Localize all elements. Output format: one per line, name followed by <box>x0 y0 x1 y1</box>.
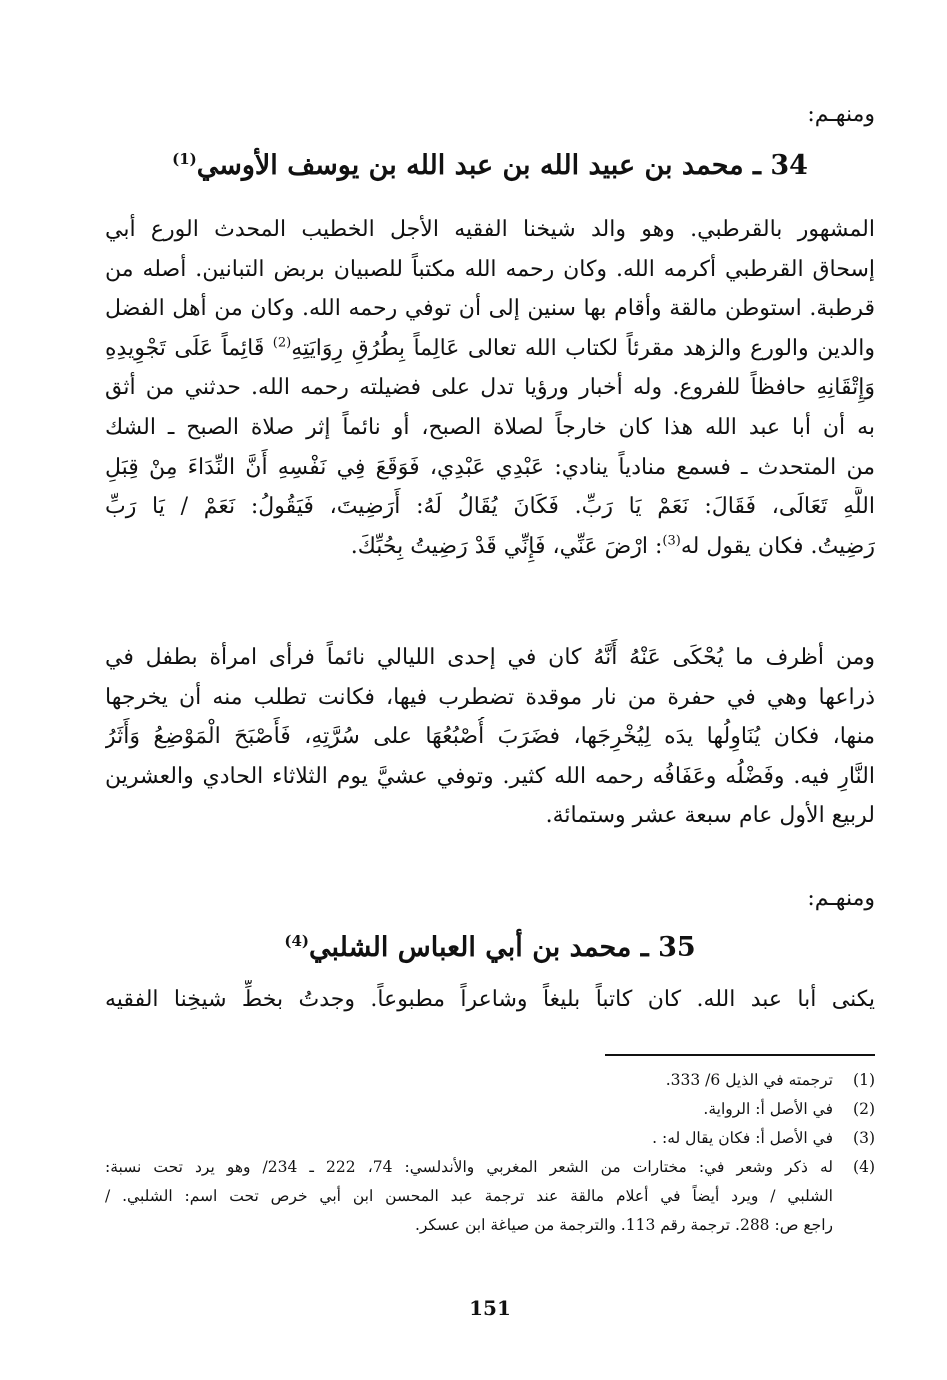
footnote-separator <box>605 1054 875 1056</box>
footnote-text <box>105 1066 833 1095</box>
footnote-text <box>105 1095 833 1124</box>
text-run: والدين والورع والزهد مقرئاً لكتاب الله تعالى عَالِماً بِطُرُقِ رِوَايَتِهِ <box>291 335 875 361</box>
entry-heading <box>105 146 875 186</box>
footnote-reference: (2) <box>272 335 292 351</box>
body-paragraph <box>105 638 875 836</box>
section-intro: ومنهـم: <box>807 102 875 127</box>
footnote-number: (1) <box>853 1071 875 1089</box>
footnote-number: (3) <box>853 1129 875 1147</box>
footnote-reference: (1) <box>172 150 197 168</box>
text-run: رَضِيتُ. فكان يقول له <box>680 533 875 559</box>
text-line: في الأصل أ: الرواية. <box>703 1100 833 1118</box>
text-line: ترجمته في الذيل 6/ 333. <box>665 1071 833 1089</box>
text-line: ومن أظرف ما يُحْكَى عَنْهُ أَنَّهُ كان في إحدى الليالي نائماً فرأى امرأة بطفل في <box>105 645 875 670</box>
text-line: الشلبي / ويرد أيضاً في أعلام مالقة عند ترجمة عبد المحسن ابن أبي خرص تحت اسم: الشلبي. / <box>105 1187 833 1205</box>
text-line: به أن أبا عبد الله هذا كان خارجاً لصلاة الصبح، أو نائماً إثر صلاة الصبح ـ الشك <box>105 414 875 440</box>
text-run: قَائِماً عَلَى تَجْوِيدِهِ <box>105 335 273 361</box>
body-paragraph <box>105 210 875 566</box>
text-line: النَّارِ فيه. وفَضْلُه وعَفَافُه رحمه الله كثير. وتوفي عشيَّ يوم الثلاثاء الحادي والعشرين <box>105 763 875 789</box>
entry-heading <box>105 928 875 968</box>
footnote <box>105 1153 875 1240</box>
footnote-reference: (3) <box>662 533 681 549</box>
footnotes <box>105 1066 875 1240</box>
text-run: : ارْضَ عَنِّي، فَإِنِّي قَدْ رَضِيتُ بِحُبِّكَ. <box>350 533 663 559</box>
text-line: له ذكر وشعر في: مختارات من الشعر المغربي والأندلسي: 74، 222 ـ 234/ وهو يرد تحت نسبة: <box>105 1158 833 1176</box>
footnote-text <box>105 1124 833 1153</box>
footnote <box>105 1066 875 1095</box>
footnote <box>105 1124 875 1153</box>
section-intro: ومنهـم: <box>807 886 875 911</box>
text-line: اللَّهِ تَعَالَى، فَقَالَ: نَعَمْ يَا رَبِّ. فَكَانَ يُقَالُ لَهُ: أَرَضِيتَ، فَيَقُولُ: نَعَمْ / يَا رَبِّ <box>105 494 875 520</box>
text-line: من المتحدث ـ فسمع منادياً ينادي: عَبْدِي عَبْدِي، فَوَقَعَ فِي نَفْسِهِ أَنَّ النِّدَاءَ مِنْ قِبَلِ <box>105 454 875 480</box>
body-paragraph <box>105 980 875 1020</box>
text-line: إسحاق القرطبي أكرمه الله. وكان رحمه الله مكتباً للصبيان بربض التبانين. أصله من <box>105 256 875 282</box>
text-line: ذراعها وهي في حفرة من نار موقدة تضطرب فيها، فكانت تطلب منه أن يخرجها <box>105 684 875 710</box>
text-line <box>105 527 875 567</box>
text-line: في الأصل أ: فكان يقال له: . <box>652 1129 833 1147</box>
footnote-number: (2) <box>853 1100 875 1118</box>
footnote <box>105 1095 875 1124</box>
page-number: 151 <box>469 1296 511 1320</box>
text-line: يكنى أبا عبد الله. كان كاتباً بليغاً وشاعراً مطبوعاً. وجدتُ بخطِّ شيخِنا الفقيه <box>105 987 875 1012</box>
text-line: راجع ص: 288. ترجمة رقم 113. والترجمة من صياغة ابن عسكر. <box>414 1216 833 1234</box>
text-line: لربيع الأول عام سبعة عشر وستمائة. <box>545 803 875 829</box>
footnote-text <box>105 1153 833 1240</box>
text-line: منها، فكان يُنَاوِلُها يدَه لِيُخْرِجَها، فضَرَبَ أُصْبُعُهَا على سُرَّتِهِ، فَأَصْبَحَ الْمَوْضِعُ وَأَثَرُ <box>105 724 875 750</box>
entry-heading-text: 34 ـ محمد بن عبيد الله بن عبد الله بن يوسف الأوسي <box>196 150 808 181</box>
text-line: قرطبة. استوطن مالقة وأقام بها سنين إلى أن توفي رحمه الله. وكان من أهل الفضل <box>105 296 875 322</box>
text-line <box>105 329 875 369</box>
text-line: المشهور بالقرطبي. وهو والد شيخنا الفقيه الأجل الخطيب المحدث الورع أبي <box>105 217 875 242</box>
footnote-reference: (4) <box>284 932 309 950</box>
footnote-number: (4) <box>853 1158 875 1176</box>
book-page <box>105 0 875 1380</box>
text-line: وَإِتْقَانِهِ حافظاً للفروع. وله أخبار ورؤيا تدل على فضيلته رحمه الله. حدثني من أثق <box>105 375 875 401</box>
entry-heading-text: 35 ـ محمد بن أبي العباس الشلبي <box>309 932 696 963</box>
